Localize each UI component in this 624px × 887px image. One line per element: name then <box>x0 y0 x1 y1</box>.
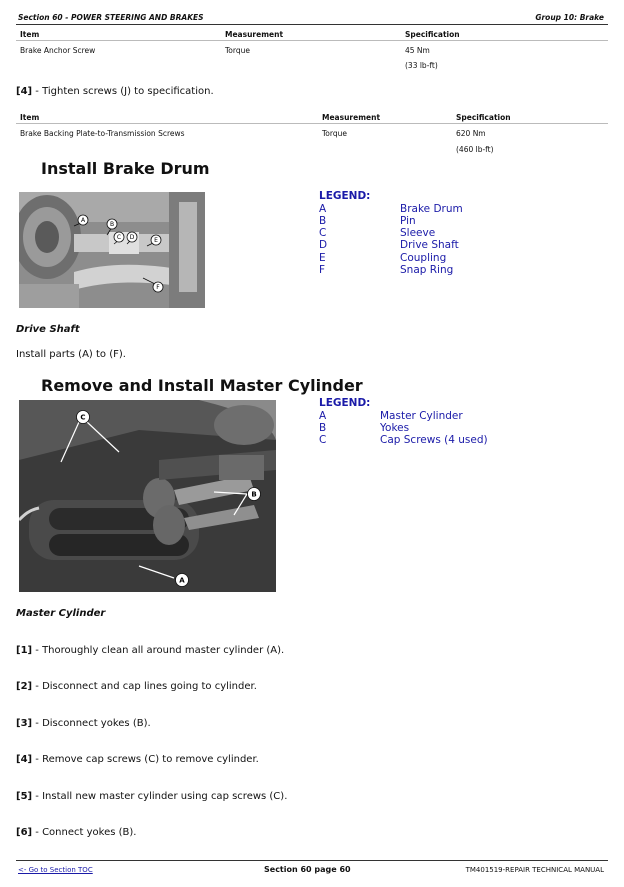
legend-label: Master Cylinder <box>380 410 463 422</box>
legend-key: D <box>319 239 328 251</box>
step-3 <box>16 718 151 729</box>
table-cell-spec-imperial: (460 lb-ft) <box>456 145 494 154</box>
legend-label: Pin <box>400 215 416 227</box>
table-header-item: Item <box>20 30 40 39</box>
step-text: - Install new master cylinder using cap screws (C). <box>32 791 288 802</box>
table-cell-spec-imperial: (33 lb-ft) <box>405 61 438 70</box>
table-rule <box>16 123 608 124</box>
section-header: Section 60 - POWER STEERING AND BRAKES <box>18 13 204 22</box>
step-number: [2] <box>16 681 33 692</box>
step-text: - Disconnect and cap lines going to cylinder. <box>32 681 257 692</box>
step-number: [3] <box>16 718 33 729</box>
legend-key: A <box>319 410 327 422</box>
figure-caption-drive-shaft: Drive Shaft <box>16 324 80 335</box>
section-title-master-cylinder: Remove and Install Master Cylinder <box>41 376 363 395</box>
step-6 <box>16 827 136 838</box>
footer-page: Section 60 page 60 <box>264 865 351 874</box>
step-number: [1] <box>16 645 33 656</box>
step-text: - Thoroughly clean all around master cylinder (A). <box>32 645 285 656</box>
step-1 <box>16 645 284 656</box>
figure-label-b: B <box>251 490 257 499</box>
table-cell-spec: 620 Nm <box>456 129 486 138</box>
section-title-brake-drum: Install Brake Drum <box>41 159 210 178</box>
step-number: [4] <box>16 754 33 765</box>
table-rule <box>16 40 608 41</box>
step-5 <box>16 791 287 802</box>
legend-label: Snap Ring <box>400 264 454 276</box>
table-cell-measurement: Torque <box>225 46 250 55</box>
figure-label-b: B <box>109 221 115 228</box>
legend-key: A <box>319 203 327 215</box>
table-cell-measurement: Torque <box>322 129 347 138</box>
step-text: - Disconnect yokes (B). <box>32 718 151 729</box>
footer-manual: TM401519-REPAIR TECHNICAL MANUAL <box>465 866 604 874</box>
legend-label: Yokes <box>380 422 410 434</box>
legend-title: LEGEND: <box>319 397 371 409</box>
legend-key: C <box>319 227 327 239</box>
legend-label: Brake Drum <box>400 203 463 215</box>
legend-label: Drive Shaft <box>400 239 459 251</box>
figure-label-f: F <box>156 284 160 291</box>
legend-key: E <box>319 252 326 264</box>
step-text: - Remove cap screws (C) to remove cylinder. <box>32 754 259 765</box>
figure-caption-master-cylinder: Master Cylinder <box>16 608 106 619</box>
step-number: [4] <box>16 86 33 97</box>
table-cell-spec: 45 Nm <box>405 46 430 55</box>
header-rule <box>16 24 608 25</box>
figure-label-a: A <box>179 576 185 585</box>
legend-key: B <box>319 422 327 434</box>
figure-label-a: A <box>80 217 86 224</box>
step-number: [5] <box>16 791 33 802</box>
figure-label-d: D <box>129 234 135 241</box>
legend-key: F <box>319 264 326 276</box>
figure-label-c: C <box>80 413 86 422</box>
legend-label: Sleeve <box>400 227 436 239</box>
step-tighten <box>16 86 214 97</box>
table-cell-item: Brake Anchor Screw <box>20 46 96 55</box>
legend-label: Cap Screws (4 used) <box>380 434 488 446</box>
table-header-specification: Specification <box>405 30 460 39</box>
step-4 <box>16 754 259 765</box>
table-header-item: Item <box>20 113 40 122</box>
master-cylinder-figure <box>19 400 276 592</box>
instruction-install-parts: Install parts (A) to (F). <box>16 349 126 360</box>
step-2 <box>16 681 257 692</box>
table-header-measurement: Measurement <box>322 113 381 122</box>
step-number: [6] <box>16 827 33 838</box>
step-text: - Connect yokes (B). <box>32 827 137 838</box>
legend-key: B <box>319 215 327 227</box>
legend-key: C <box>319 434 327 446</box>
figure-label-e: E <box>154 237 158 244</box>
go-to-section-toc-link[interactable]: <- Go to Section TOC <box>18 866 93 874</box>
step-text: - Tighten screws (J) to specification. <box>32 86 214 97</box>
table-header-measurement: Measurement <box>225 30 284 39</box>
table-header-specification: Specification <box>456 113 511 122</box>
footer-rule <box>16 860 608 861</box>
group-header: Group 10: Brake <box>535 13 604 22</box>
table-cell-item: Brake Backing Plate-to-Transmission Screws <box>20 129 185 138</box>
legend-title: LEGEND: <box>319 190 371 202</box>
legend-label: Coupling <box>400 252 447 264</box>
brake-drum-figure <box>19 192 205 308</box>
figure-label-c: C <box>116 234 122 241</box>
